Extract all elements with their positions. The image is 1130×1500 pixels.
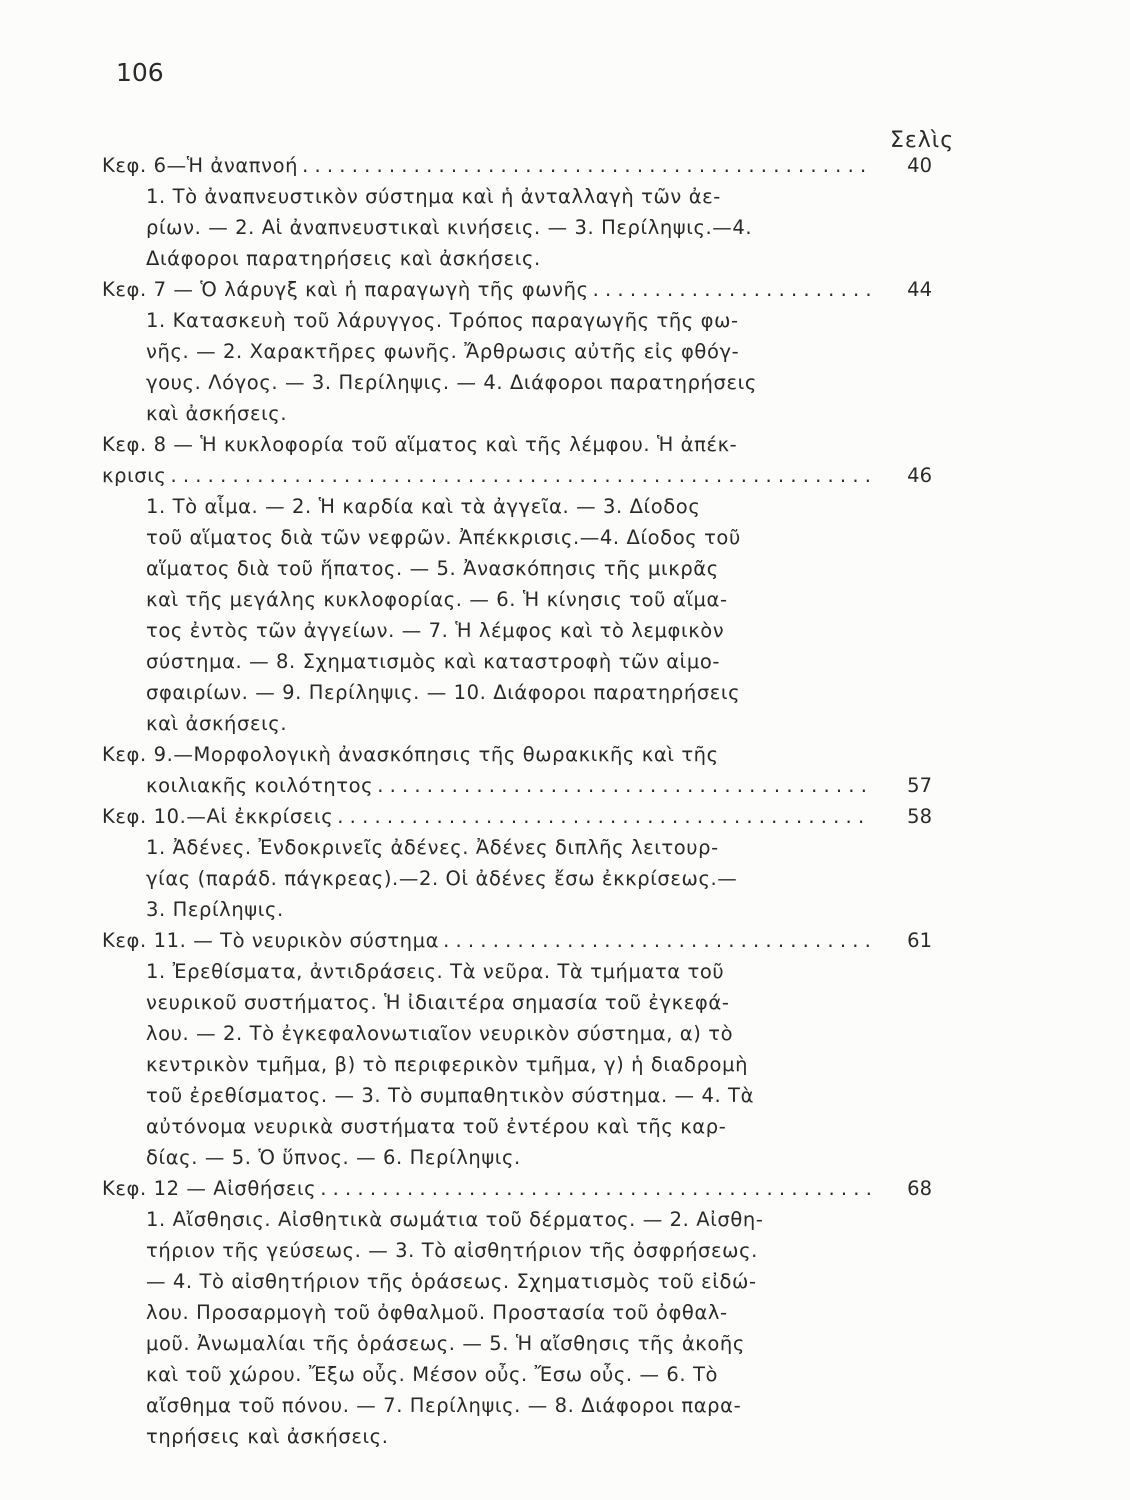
page-number: 106 (116, 58, 164, 87)
chapter-subtopics-line: καὶ τοῦ χώρου. Ἔξω οὖς. Μέσον οὖς. Ἔσω οὖς. — 6. Τὸ (146, 1363, 719, 1386)
chapter-subtopics-line: 1. Τὸ αἷμα. — 2. Ἡ καρδία καὶ τὰ ἀγγεῖα. — 3. Δίοδος (146, 495, 701, 518)
chapter-subtopics-line: 1. Ἀδένες. Ἐνδοκρινεῖς ἀδένες. Ἀδένες διπλῆς λειτουρ- (146, 836, 719, 859)
chapter-subtopics-line: αὐτόνομα νευρικὰ συστήματα τοῦ ἐντέρου καὶ τῆς καρ- (146, 1115, 727, 1138)
chapter-subtopics-line: σύστημα. — 8. Σχηματισμὸς καὶ καταστροφὴ τῶν αἱμο- (146, 650, 721, 673)
chapter-title: κρισις (102, 464, 167, 487)
chapter-subtopics-line: δίας. — 5. Ὁ ὕπνος. — 6. Περίληψις. (146, 1146, 521, 1169)
chapter-subtopics-line: λου. — 2. Τὸ ἐγκεφαλονωτιαῖον νευρικὸν σύστημα, α) τὸ (146, 1022, 734, 1045)
dot-leader (316, 1173, 872, 1204)
chapter-page-number: 68 (907, 1177, 932, 1200)
chapter-entry (102, 1173, 932, 1452)
chapter-subtopics-line: μοῦ. Ἀνωμαλίαι τῆς ὁράσεως. — 5. Ἡ αἴσθησις τῆς ἀκοῆς (146, 1332, 745, 1355)
chapter-heading (102, 460, 932, 491)
chapter-subtopics-line: 1. Τὸ ἀναπνευστικὸν σύστημα καὶ ἡ ἀνταλλαγὴ τῶν ἀε- (146, 185, 721, 208)
dot-leader (333, 801, 872, 832)
dot-leader (589, 274, 872, 305)
chapter-subtopics-line: καὶ ἀσκήσεις. (146, 402, 288, 425)
chapter-subtopics-line: αἵματος διὰ τοῦ ἥπατος. — 5. Ἀνασκόπησις τῆς μικρᾶς (146, 557, 719, 580)
dot-leader (298, 150, 872, 181)
chapter-page-number: 46 (907, 464, 932, 487)
chapter-subtopics-line: αἴσθημα τοῦ πόνου. — 7. Περίληψις. — 8. Διάφοροι παρα- (146, 1394, 742, 1417)
chapter-title-line: Κεφ. 8 — Ἡ κυκλοφορία τοῦ αἵματος καὶ τῆς λέμφου. Ἡ ἀπέκ- (102, 433, 738, 456)
page-column-header: Σελὶς (890, 128, 955, 153)
chapter-subtopics-line: τοῦ αἵματος διὰ τῶν νεφρῶν. Ἀπέκκρισις.—4. Δίοδος τοῦ (146, 526, 741, 549)
chapter-heading (102, 274, 932, 305)
chapter-heading (102, 1173, 932, 1204)
chapter-entry (102, 739, 932, 801)
chapter-heading (102, 801, 932, 832)
chapter-subtopics-line: ρίων. — 2. Αἱ ἀναπνευστικαὶ κινήσεις. — 3. Περίληψις.—4. (146, 216, 753, 239)
chapter-subtopics-line: γους. Λόγος. — 3. Περίληψις. — 4. Διάφοροι παρατηρήσεις (146, 371, 757, 394)
chapter-subtopics-line: 1. Ἐρεθίσματα, ἀντιδράσεις. Τὰ νεῦρα. Τὰ τμήματα τοῦ (146, 960, 725, 983)
chapter-subtopics-line: κεντρικὸν τμῆμα, β) τὸ περιφερικὸν τμῆμα, γ) ἡ διαδρομὴ (146, 1053, 749, 1076)
chapter-subtopics-line: καὶ τῆς μεγάλης κυκλοφορίας. — 6. Ἡ κίνησις τοῦ αἵμα- (146, 588, 728, 611)
chapter-subtopics-line: σφαιρίων. — 9. Περίληψις. — 10. Διάφοροι παρατηρήσεις (146, 681, 741, 704)
chapter-heading (102, 770, 932, 801)
chapter-entry (102, 925, 932, 1173)
chapter-page-number: 61 (907, 929, 932, 952)
chapter-subtopics-line: καὶ ἀσκήσεις. (146, 712, 288, 735)
chapter-entry (102, 274, 932, 429)
chapter-title: κοιλιακῆς κοιλότητος (146, 774, 374, 797)
chapter-subtopics-line: λου. Προσαρμογὴ τοῦ ὀφθαλμοῦ. Προστασία τοῦ ὀφθαλ- (146, 1301, 728, 1324)
chapter-title-line: Κεφ. 9.—Μορφολογικὴ ἀνασκόπησις τῆς θωρακικῆς καὶ τῆς (102, 743, 719, 766)
chapter-subtopics-line: νῆς. — 2. Χαρακτῆρες φωνῆς. Ἄρθρωσις αὐτῆς εἰς φθόγ- (146, 340, 740, 363)
chapter-title: Κεφ. 6—Ἡ ἀναπνοή (102, 154, 299, 177)
chapter-entry (102, 429, 932, 739)
chapter-subtopics-line: 1. Αἴσθησις. Αἰσθητικὰ σωμάτια τοῦ δέρματος. — 2. Αἰσθη- (146, 1208, 764, 1231)
chapter-title: Κεφ. 12 — Αἰσθήσεις (102, 1177, 317, 1200)
dot-leader (373, 770, 872, 801)
chapter-page-number: 40 (907, 154, 932, 177)
chapter-subtopics-line: 3. Περίληψις. (146, 898, 284, 921)
dot-leader (166, 460, 872, 491)
chapter-subtopics-line: τηρήσεις καὶ ἀσκήσεις. (146, 1425, 389, 1448)
chapter-entry (102, 801, 932, 925)
chapter-subtopics-line: νευρικοῦ συστήματος. Ἡ ἰδιαιτέρα σημασία τοῦ ἐγκεφά- (146, 991, 730, 1014)
chapter-subtopics-line: τοῦ ἐρεθίσματος. — 3. Τὸ συμπαθητικὸν σύστημα. — 4. Τὰ (146, 1084, 755, 1107)
chapter-heading (102, 925, 932, 956)
chapter-entry (102, 150, 932, 274)
table-of-contents (102, 150, 932, 1452)
chapter-page-number: 58 (907, 805, 932, 828)
chapter-title: Κεφ. 11. — Τὸ νευρικὸν σύστημα (102, 929, 440, 952)
chapter-page-number: 57 (907, 774, 932, 797)
chapter-subtopics-line: Διάφοροι παρατηρήσεις καὶ ἀσκήσεις. (146, 247, 541, 270)
chapter-subtopics-line: γίας (παράδ. πάγκρεας).—2. Οἱ ἀδένες ἔσω ἐκκρίσεως.— (146, 867, 738, 890)
chapter-title: Κεφ. 10.—Αἱ ἐκκρίσεις (102, 805, 334, 828)
chapter-subtopics-line: 1. Κατασκευὴ τοῦ λάρυγγος. Τρόπος παραγωγῆς τῆς φω- (146, 309, 739, 332)
chapter-subtopics-line: τος ἐντὸς τῶν ἀγγείων. — 7. Ἡ λέμφος καὶ τὸ λεμφικὸν (146, 619, 725, 642)
chapter-heading (102, 150, 932, 181)
chapter-subtopics-line: τήριον τῆς γεύσεως. — 3. Τὸ αἰσθητήριον τῆς ὀσφρήσεως. (146, 1239, 758, 1262)
dot-leader (439, 925, 872, 956)
chapter-page-number: 44 (907, 278, 932, 301)
chapter-title: Κεφ. 7 — Ὁ λάρυγξ καὶ ἡ παραγωγὴ τῆς φωνῆς (102, 278, 589, 301)
chapter-subtopics-line: — 4. Τὸ αἰσθητήριον τῆς ὁράσεως. Σχηματισμὸς τοῦ εἰδώ- (146, 1270, 757, 1293)
